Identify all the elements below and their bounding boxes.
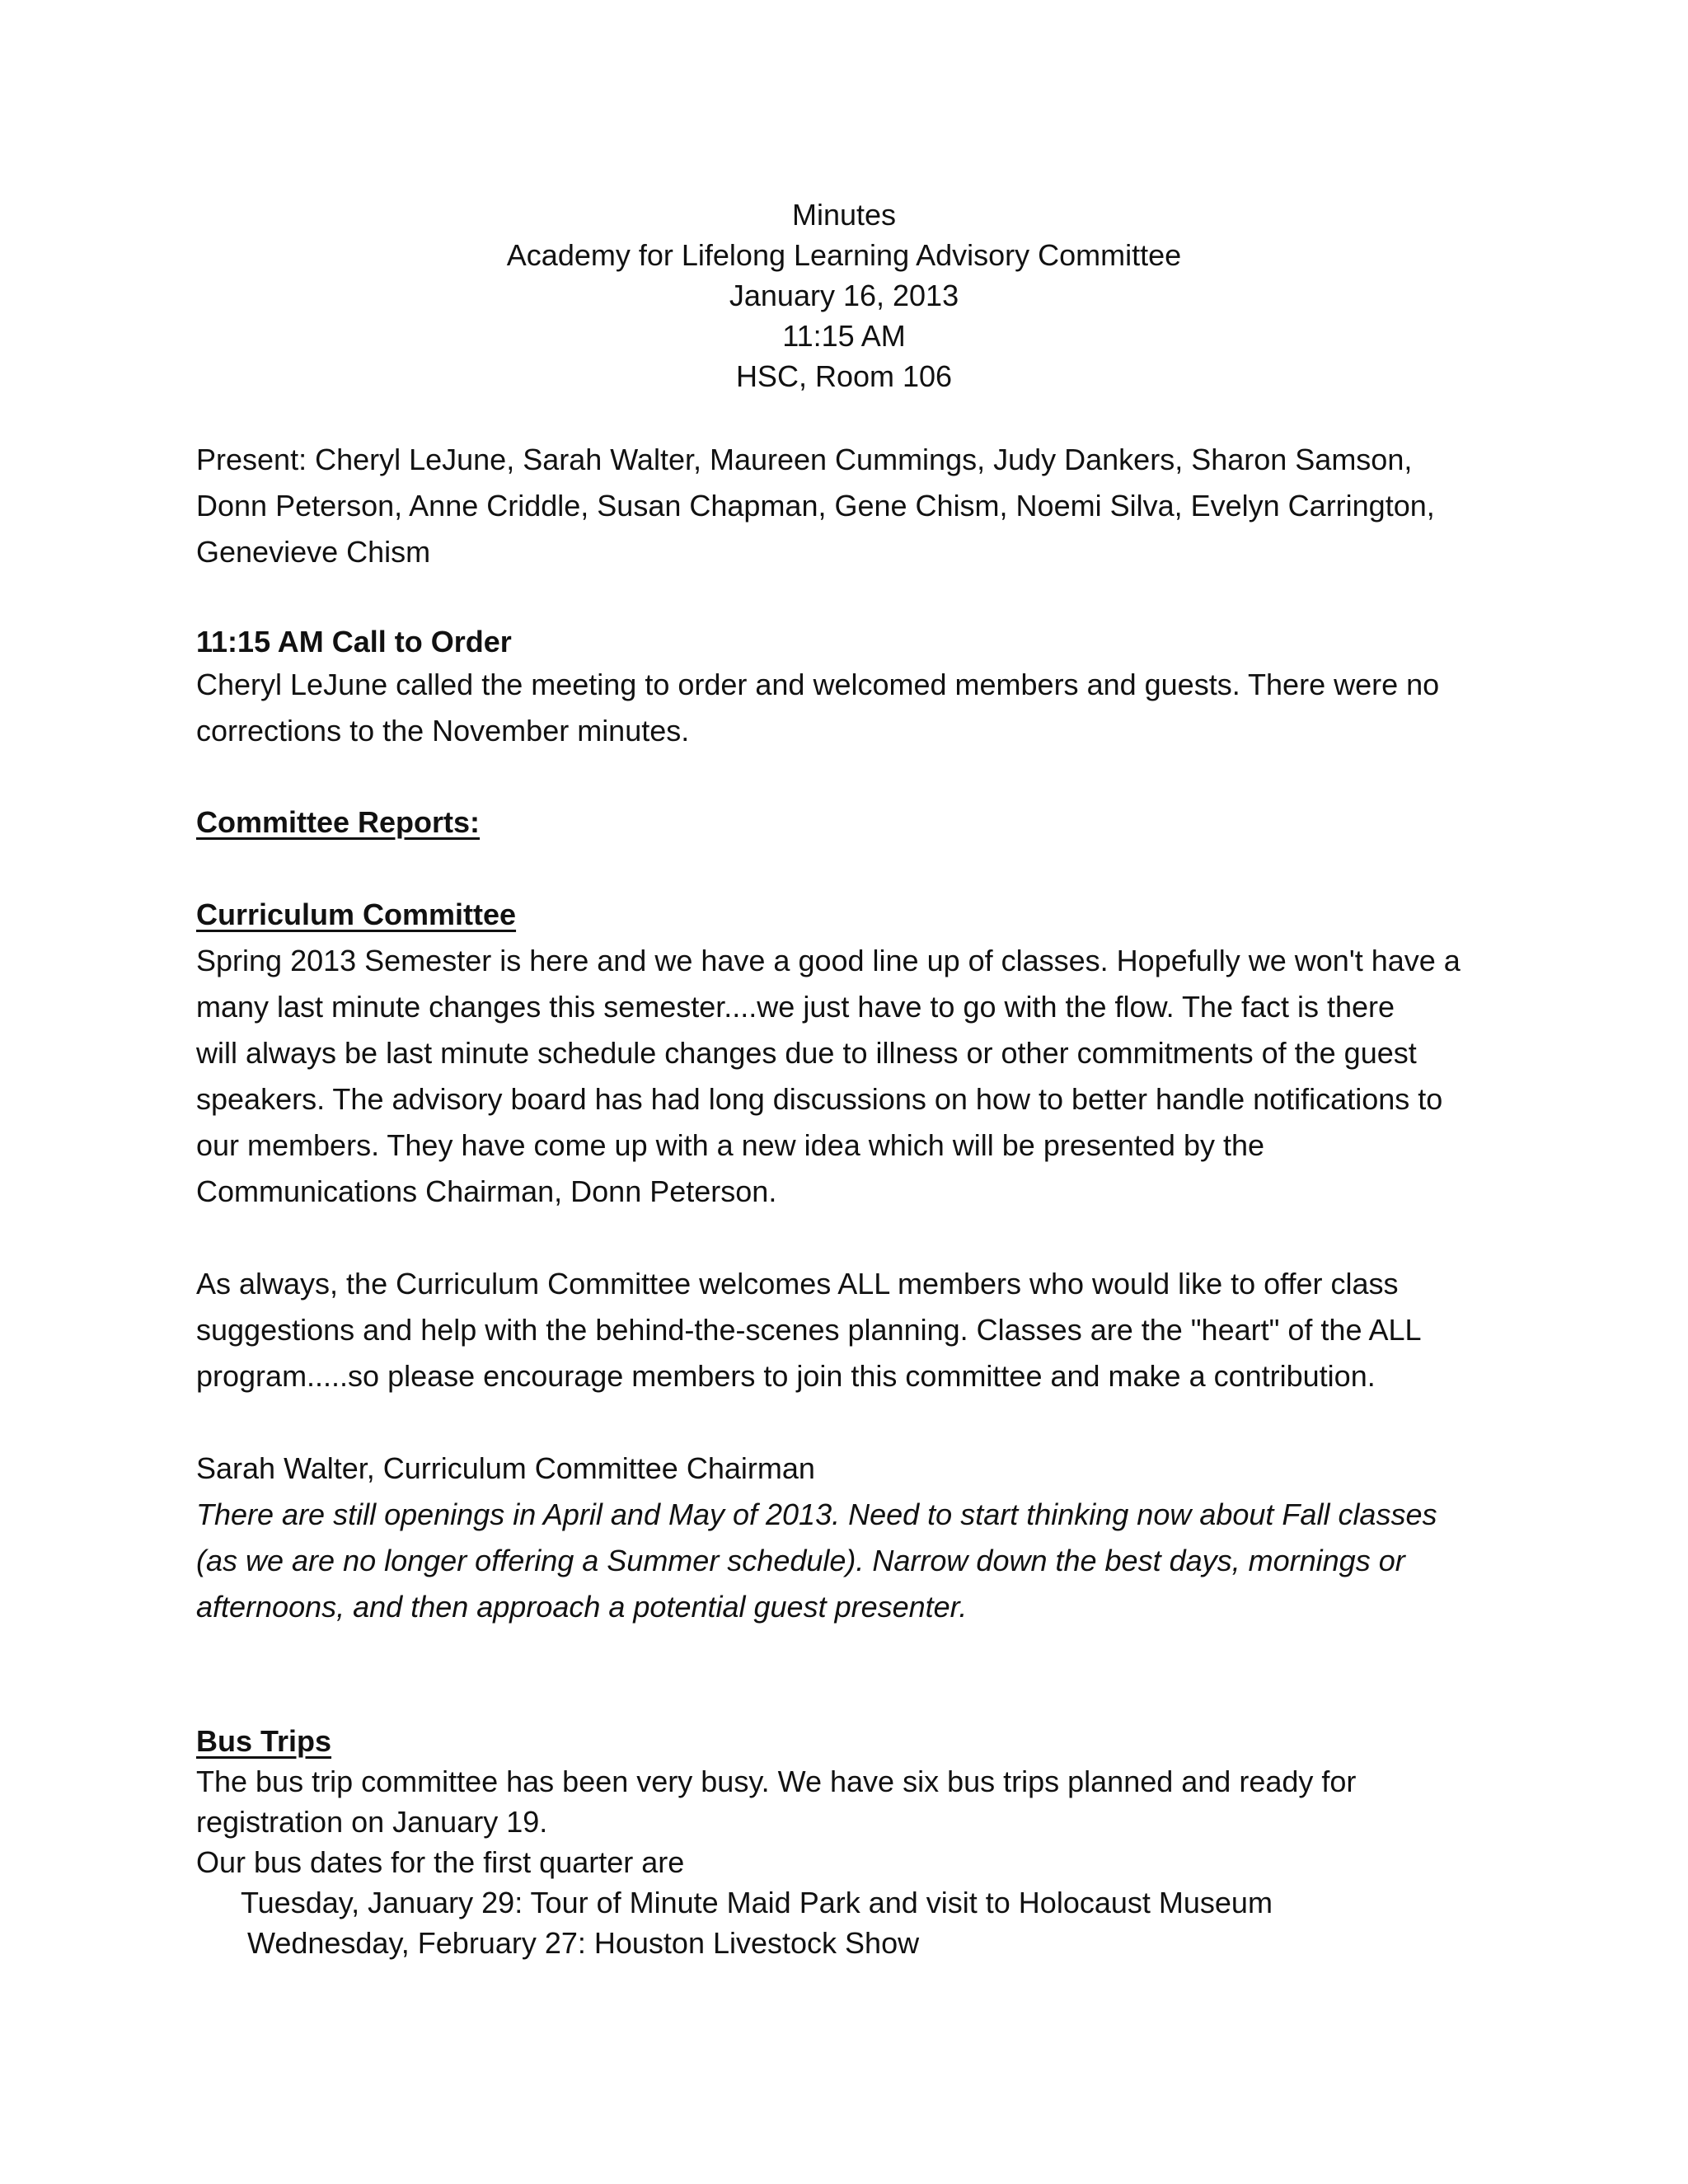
meeting-date: January 16, 2013 xyxy=(729,279,959,312)
curriculum-heading: Curriculum Committee xyxy=(196,898,517,931)
organization-name: Academy for Lifelong Learning Advisory Committee xyxy=(506,238,1182,272)
bus-trips-line: registration on January 19. xyxy=(196,1805,548,1839)
curriculum-note-line: afternoons, and then approach a potential guest presenter. xyxy=(196,1590,968,1624)
curriculum-committee-section xyxy=(196,892,1498,1215)
call-to-order-section xyxy=(196,621,1498,754)
minutes-header xyxy=(0,194,1688,396)
curriculum-note-line: (as we are no longer offering a Summer schedule). Narrow down the best days, mornings or xyxy=(196,1544,1405,1577)
curriculum-chair-section xyxy=(196,1446,1498,1630)
bus-trips-section xyxy=(196,1721,1498,1963)
curriculum-paragraph-line: program.....so please encourage members to join this committee and make a contribution. xyxy=(196,1359,1376,1393)
meeting-time: 11:15 AM xyxy=(782,319,906,353)
document-title: Minutes xyxy=(791,198,897,232)
committee-reports-heading: Committee Reports: xyxy=(196,805,481,839)
curriculum-paragraph-line: Spring 2013 Semester is here and we have a good line up of classes. Hopefully we won't have a xyxy=(196,944,1461,977)
curriculum-chair: Sarah Walter, Curriculum Committee Chairman xyxy=(196,1451,815,1485)
bus-trips-heading: Bus Trips xyxy=(196,1724,332,1758)
attendees-line: Donn Peterson, Anne Criddle, Susan Chapman, Gene Chism, Noemi Silva, Evelyn Carrington, xyxy=(196,489,1435,523)
call-to-order-line: corrections to the November minutes. xyxy=(196,714,690,748)
curriculum-paragraph-line: suggestions and help with the behind-the-scenes planning. Classes are the "heart" of the ALL xyxy=(196,1313,1422,1347)
bus-trips-line: The bus trip committee has been very busy. We have six bus trips planned and ready for xyxy=(196,1765,1357,1798)
meeting-location: HSC, Room 106 xyxy=(735,359,953,393)
curriculum-paragraph-2 xyxy=(196,1261,1498,1399)
bus-trips-line: Our bus dates for the first quarter are xyxy=(196,1845,685,1879)
attendees-line: Present: Cheryl LeJune, Sarah Walter, Maureen Cummings, Judy Dankers, Sharon Samson, xyxy=(196,443,1413,476)
curriculum-paragraph-line: speakers. The advisory board has had long discussions on how to better handle notifications to xyxy=(196,1082,1443,1116)
bus-trip-date: Tuesday, January 29: Tour of Minute Maid Park and visit to Holocaust Museum xyxy=(241,1886,1273,1919)
curriculum-paragraph-line: will always be last minute schedule changes due to illness or other commitments of the guest xyxy=(196,1036,1417,1070)
curriculum-paragraph-line: many last minute changes this semester....we just have to go with the flow. The fact is there xyxy=(196,990,1395,1024)
curriculum-note-line: There are still openings in April and May of 2013. Need to start thinking now about Fall classes xyxy=(196,1497,1437,1531)
call-to-order-heading: 11:15 AM Call to Order xyxy=(196,625,512,658)
curriculum-paragraph-line: Communications Chairman, Donn Peterson. xyxy=(196,1174,777,1208)
bus-trip-date: Wednesday, February 27: Houston Livestock Show xyxy=(247,1926,920,1960)
call-to-order-line: Cheryl LeJune called the meeting to order and welcomed members and guests. There were no xyxy=(196,668,1440,701)
curriculum-paragraph-line: our members. They have come up with a new idea which will be presented by the xyxy=(196,1128,1265,1162)
committee-reports-section xyxy=(196,799,1498,846)
attendees-section xyxy=(196,437,1498,575)
attendees-line: Genevieve Chism xyxy=(196,535,431,569)
curriculum-paragraph-line: As always, the Curriculum Committee welcomes ALL members who would like to offer class xyxy=(196,1267,1399,1301)
